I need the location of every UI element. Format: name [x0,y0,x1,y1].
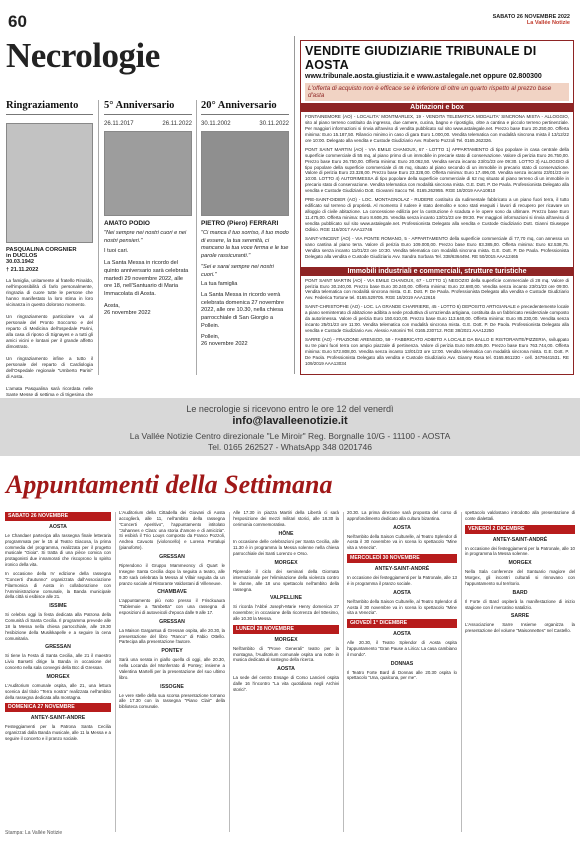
event-text: Festeggiamenti per la Patrona Santa Cecilia organizzati dalla Banda musicale, alle 11 la Messa e a seguire il concerto e il pranzo sociale. [5,724,111,741]
contact-deadline: Le necrologie si ricevono entro le ore 12 del venerdì [186,404,394,414]
town-heading: ANTEY-SAINT-ANDRE [30,715,86,722]
event-text: L'Auditorium della Cittadella dei Giovani di Aosta accoglierà, alle 11, nell'ambito della rassegna "Concerti Aperitivo", l'appuntamento intitolato "Johannes e Clara: una storia d'amore e di amicizia". Si esibirà il Trio Louys composto da Franco Pozzoli, Andrea Cavuoto (violoncello) e Lorena Portalupi (pianoforte). [119,510,225,551]
event-text: Nella Sala conferenze del Santuario magiore del Morgex, gli incontri culturali si rinnovano con l'appuntamento sul territorio. [465,569,575,586]
event-text: In occasione della IV edizione della rassegna "Concerti d'autunno" organizzata dall'Associazione Filarmonica di Aosta in collaborazione con l'Amministrazione comunale, la Banda municipale della città si esibisce alle 21. [5,570,111,600]
town-heading: AOSTA [393,631,411,638]
town-heading: GRESSAN [45,644,71,651]
memorial-quote: "Nei sempre nei nostri cuori e nei nostri pensieri." [104,230,187,244]
day-band: LUNEDÌ 28 NOVEMBRE [233,625,339,634]
obituary-heading: 20° Anniversario [201,100,289,115]
mass-text: La Santa Messa in ricordo del quinto anniversario sarà celebrata martedì 29 novembre 2022, alle ore 18, nell'Santuario di Maria Immacolata di Aosta. [104,260,189,298]
event-text: Si ricorda l'Abbé Joseph-Marie Henry domenica 27 novembre; in occasione della ricorrenza del 50esimo, alle 10.30 la Messa. [233,604,339,622]
anniversary-dates [201,121,289,127]
town-heading: HÔNE [278,530,294,537]
appointments-title: Appuntamenti della Settimana [6,470,333,499]
event-text: 20.30. La prima direzione sarà proposta del corso di approfondimento dedicato alla cultura bizantina. [347,510,457,521]
event-text: Riprende il ciclo dei seminari della Giornata internazionale per l'eliminazione della violenza contro le donne, alle 18 uno spettacolo nell'ambito della rassegna. [233,568,339,592]
place-date: Pollein, 26 novembre 2022 [201,333,248,348]
event-text: L'Associazione Sarre Insieme organizza la presentazione del volume "Maisonnettes" nel Castello. [465,622,575,634]
appointments-column-3 [233,510,339,696]
event-text: Le vere stelle della sua scorsa presentazione tornano alle 17.30 con la rassegna "Piano Clair" della biblioteca comunale. [119,692,225,710]
event-text: spettacolo valdostano introdotto alla presentazione di conte dialettali. [465,510,575,521]
town-heading: VALPELLINE [270,595,302,602]
banner-houses: Abitazioni e box [301,103,573,112]
column-divider [115,512,116,832]
mass-text: La Santa Messa in ricordo verrà celebrata domenica 27 novembre 2022, alle ore 10.30, nella chiesa parrocchiale di San Giorgio a Pollein. [201,292,285,329]
column-divider [229,512,230,832]
event-text: L'appuntamento più noto presso il Frisckuaura "Tablemoie a Tambetta" con una rassegna di esposizioni di autoveicoli d'epoca dalle 9 alle 17. [119,598,225,615]
town-heading: CHAMBAVE [157,589,187,596]
event-text: In occasione delle celebrazioni per Santa Cecilia, alle 11.30 è in programma la Messa solenne nella chiesa parrocchiale dei Santi Lorenzo e Orso. [233,539,339,557]
event-text: Nell'ambito della Saison Culturelle, al Teatro Splendor di Aosta il 30 novembre va in scena lo spettacolo "Mine vita a Venezia". [347,598,457,616]
event-text: Nell'ambito di "Prove Generali" teatro per la montagna, l'Auditorium comunale ospita una notte in musica dedicata al sostegno della ricerca. [233,645,339,663]
town-heading: ANTEY-SAINT-ANDRÉ [492,536,548,543]
town-heading: ANTEY-SAINT-ANDRÉ [374,566,430,573]
contact-band [0,398,580,456]
event-text: In occasione dei festeggiamenti per la Patronale, alle 13 è in programma il pranzo sociale. [347,575,457,586]
publication-name: La Vallée Notizie [526,20,570,26]
anniversary-dates [104,121,192,127]
appointments-column-1 [5,510,111,745]
town-heading: AOSTA [393,524,411,531]
auction-listing: SARRE (AO) - FRAZIONE ARENSOD, 59 - FABBRICATO ADIBITO A LOCALE DA BALLO E RISTORANTE/PIZZERIA, sviluppato su tre piani fuori terra con ampio piazzale di pertinenza. Valore di perizia Euro 849.405,00. Prezzo base Euro 763.744,00. Offerta minima: Euro 572.808,00. Vendita senza incanto 13/01/23 ore 12:00. Vendita telematica con modalità sincrona mista. G.E. Dott. P. De Paola. Professionista Delegato alla vendita e Custode Giudiziario Avv. Gianny Rosa tel. 0165.861230 - cell. 3479441531. RE 109/2019 AAA13034 [305,337,569,366]
date-line: SABATO 26 NOVEMBRE 2022 [492,14,570,20]
memorial-quote-2: "Sei e sarai sempre nei nostri cuori." [201,263,274,278]
contact-email[interactable]: info@lavalleenotizie.it [232,415,348,427]
event-text: Le Chandaer partecipa alla rassegna finale letteraria programmata per le 15 al Teatro Giacosa, la prima commedia del programma, realizzata per il progetto musicale "Gioia". Si tratta di una pièce comica con protagonisti due innamorati che riscoprono lo spirito ironico della vita. [5,532,111,568]
event-text: Riprendono il Gruppo Mammeoncy di Quart le Insegne Santa Cecilia dopo la seguita a teatro, alle 9.30 sarà celebrata la Messa al Villair seguita da un pranzo sociale al Ristorante Valdostani di Villeneuve. [119,562,225,586]
portrait-photo [6,123,93,243]
town-heading: AOSTA [277,666,295,673]
day-band: GIOVEDÌ 1° DICEMBRE [347,619,457,628]
event-text: Nell'ambito della Saison Culturelle, al Teatro Splendor di Aosta il 30 novembre va in scena lo spettacolo "Mine vita a Venezia". [347,533,457,551]
column-divider [98,100,99,375]
obituary-text: La famiglia, unitamente al fratello Rinaldo, nell'impossibilità di farlo personalmente, ringrazia di cuore tutte le persone che hanno manifestato la loro stima in loro vicinanza in questo doloroso momento. Un ringraziamento particolare va al personale del Pronto Soccorso e del reparto di Medicina dell'ospedale Parini, alla casa di riposo di Signayes e a tutti gli amici vicini e lontani per il grande affetto dimostrato. Un ringraziamento infine a tutto il personale del reparto di Cardiologia dell'Ospedale regionale "Umberto Parini" di Aosta. L'amata Pasqualina sarà ricordata nelle Sante Messe di settima e di trigesima che [6,278,93,397]
event-text: Sarà una serata in giallo quella di oggi, alle 20.30, nella Locanda del Monferrato di Pontey; insieme a Valentina Martelli per la presentazione del suo ultimo libro. [119,657,225,680]
portrait-photo [201,131,289,216]
obituary-heading: Ringraziamento [6,100,93,115]
auction-listing: PRE-SAINT-DIDIER (AO) - LOC. MONTAGNOLAZ - RUDERE costituito da rudimentale fabbricato a un piano fuori terra, il tutto edificato sul terreno di proprietà. Al momento il rudere è stato demolito e sono stati eseguiti i lavori di recupero per ricavare un alloggio di civile abitazione. La concessione edilizia per la costruzione è scaduta e le opere sono da ultimare. Prezzo base Euro 11.475,00. Offerta minima: Euro 8.606,25. Vendita senza incanto 13/01/23 ore 09:30. Per maggiori informazioni si rinvia all'avviso di vendita pubblicato sul sito www.astalegale.net. Professionista Delegato alla vendita e Custode Giudiziario Dott. Gianni Giuseppe Odisio. RGE 116/2017 AAA12746 [305,197,569,232]
auction-listing: FONTAINEMORE (AO) - LOCALITA' MONTMARLEX, 19 - VENDITA TELEMATICA MODALITA' SINCRONA MISTA - ALLOGGIO, sito al piano terreno costituito da ingresso, due camere, cucina, bagno e ripostiglio, oltre a cantina e piccolo terreno pertinenziale. Per maggiori informazioni si rinvia all'avviso di vendita pubblicato sul sito www.astalegale.net. Prezzo base Euro 20.250,00. Offerta minima: Euro 15.187,50. Rilancio minimo in caso di gara Euro 1.000,00. Vendita telematica con modalità sincrona mista il 13/12/22 ore 10:00. Delegato alla vendita e Custode Giudiziario Avv. Roberto Pozzoli Tel. 0165.262326. [305,114,569,143]
footer-mark: Stampa: La Vallée Notizie [5,830,63,836]
auctions-notice: L'offerta di acquisto non è efficace se è inferiore di oltre un quarto rispetto al prezzo base d'asta [305,83,569,101]
section-title: Necrologie [6,36,160,75]
event-text: L'Auditorium comunale ospita, alle 21, una lettura scenica dal titolo "Terra nostra" realizzata nell'ambito della rassegna dedicata alla montagna. [5,682,111,700]
auction-listing: SAINT-CHRISTOPHE (AO) - LOC. LA GRANDE CHARRIERE, 45 - LOTTO 6) DEPOSITO ARTIGIANALE e precedentemente locale a piano seminterrato di abitazione adibita a sede produttiva di un'azienda artigiana, costituita da un fabbricato residenziale composto da autorimessa. Valore di perizia Euro 150.610,00. Prezzo base Euro 113.640,00. Offerta minima: Euro 85.230,00. Vendita senza incanto 25/01/23 ore 11:00. Vendita telematica con modalità sincrona mista. G.E. Dott. P. De Paola. Professionista Delegato alla vendita e Custode Giudiziario Avv. Alessio Antonini Tel. 0165.230712. RGE 38/2021 AAA12250 [305,304,569,334]
signature: La tua famiglia [201,281,238,288]
town-heading: AOSTA [393,589,411,596]
deceased-name: PIETRO (Piero) FERRARI [201,220,279,227]
town-heading: DONNAS [390,660,414,667]
town-heading: ISSOGNE [160,683,184,690]
deceased-name: PASQUALINA CORGNIER in DUCLOS [6,247,77,259]
obituary-quinto [104,100,192,390]
day-band: DOMENICA 27 NOVEMBRE [5,703,111,712]
day-band: SABATO 26 NOVEMBRE [5,512,111,521]
event-text: In occasione dei festeggiamenti per la Patronale, alle 10 in programma la Messa solenne. [465,545,575,557]
column-divider [196,100,197,375]
town-heading: SARRE [510,613,530,620]
memorial-quote: "Ci manca il tuo sorriso, il tuo modo di essere, la tua serenità, ci mancano la tua voce ferma e le tue parole rassicuranti." [201,230,289,260]
event-text: Alle 17.30 in piazza Martiri della Libertà ci sarà l'esposizione dei mezzi militari storici, alle 18.30 la cerimonia commemorativa. [233,510,339,527]
obituary-heading: 5° Anniversario [104,100,192,115]
event-text: Si tiene la Festa di Santa Cecilia, alle 21 il maestro Livio Barsetti dirige la Banda in occasione del concerto nella sala convegni della Bcc di Gressan. [5,653,111,671]
auctions-websites: www.tribunale.aosta.giustizia.it e www.astalegale.net oppure 02.800300 [305,73,542,80]
auction-listing: PONT SAINT MARTIN (AO) - VIA EMILE CHANOUX, 67 - LOTTO 1) NEGOZIO della superficie commerciale di 28 mq. Valore di perizia Euro 30.240,00. Prezzo base Euro 30.240,00. Offerta minima: Euro 22.680,00. Vendita senza incanto 23/01/23 ore 09:00. Vendita telematica con modalità sincrona mista. G.E. Dott. P. De Paola. Professionista Delegato alla vendita e Custode Giudiziario Avv. Federica Tortone tel. 0165.529705. RGE 18/2019 AAA12616 [305,277,569,301]
contact-address: La Vallée Notizie Centro direzionale "Le Miroir" Reg. Borgnalle 10/G - 11100 - AOSTA [129,431,451,441]
event-text: La Maison Gargantua di Gressan ospita, alle 20.30, la presentazione del libro "Ranco" di Fabio Ottello. Partecipa alla presentazione l'autore. [119,627,225,645]
town-heading: MORGEX [274,636,298,643]
deceased-name: AMATO PODIO [104,220,150,227]
town-heading: BARD [512,589,528,596]
contact-line-1 [0,404,580,414]
contact-phones: Tel. 0165 262527 - WhatsApp 348 0201746 [208,442,372,452]
day-band: MERCOLEDÌ 30 NOVEMBRE [347,554,457,563]
appointments-column-5 [465,510,575,637]
auction-listings-industrial [301,276,573,372]
auction-listings-houses [301,112,573,265]
obituary-ventesimo [201,100,289,390]
appointments-column-4 [347,510,457,684]
page-number: 60 [8,12,27,31]
banner-industrial: Immobili industriali e commerciali, strutture turistiche [301,267,573,276]
signature: I tuoi cari. [104,248,129,255]
event-text: Si celebra oggi la festa dedicata alla Patrona della Comunità di Santa Cecilia. Il programma prevede alle 18 la Messa nella chiesa parrocchiale, alle 19.30 l'esibizione della Musikkapelle e a seguire la cena comunitaria. [5,612,111,641]
life-dates: 30.03.1942 † 21.11.2022 [6,259,39,273]
obituary-ringraziamento [6,100,93,397]
event-text: Alle 20.30, il Teatro Splendor di Aosta ospita l'appuntamento "Gran Pause a Lirica: La casa cambiano il mondo". [347,640,457,657]
date-from: 30.11.2002 [201,121,231,127]
town-heading: GRESSAN [159,618,185,625]
town-heading: GRESSAN [159,554,185,561]
place-date: Aosta, 26 novembre 2022 [104,302,151,317]
day-band: VENERDÌ 2 DICEMBRE [465,525,575,534]
column-divider [343,512,344,832]
date-to: 26.11.2022 [162,121,192,127]
town-heading: AOSTA [49,523,67,530]
court-auctions-box [300,40,574,375]
town-heading: MORGEX [508,560,532,567]
date-to: 30.11.2022 [259,121,289,127]
event-text: Il Teatro Forte Bard di Donnas alle 20.30 ospita lo spettacolo "Una, qualcuna, per me". [347,669,457,681]
auctions-title: VENDITE GIUDIZIARIE TRIBUNALE DI AOSTA [305,44,537,72]
date-from: 26.11.2017 [104,121,134,127]
town-heading: PONTEY [161,648,183,655]
divider [294,36,295,374]
event-text: Il Forte di Bard ospiterà la manifestazione di inizio stagione con il mercatino natalizio. [465,598,575,610]
date-publication [493,14,570,26]
appointments-column-2 [119,510,225,713]
portrait-photo [104,131,192,216]
event-text: La sede del centro Ensage di Corso Lancieri ospita dalle 16 l'incontro "La vita quotidiana negli Archivi storici". [233,675,339,692]
auction-listing: SAINT-VINCENT (AO) - VIA PONTE ROMANO, 5 - APPARTAMENTO della superficie commerciale di 77,70 mq, con annesso un vano cantina al piano terra. Valore di perizia Euro 109.000,00. Prezzo base Euro 83.385,00. Offerta minima: Euro 62.538,75. Vendita senza incanto 11/01/23 ore 10:30. Vendita telematica con modalità sincrona mista. G.E. Dott. P. De Paola. Professionista Delegato alla vendita e Custode Giudiziario Avv. Sandra Sorbara Tel. 338/6364494. RE 50/2015 AAA12465 [305,235,569,259]
town-heading: MORGEX [274,560,298,567]
column-divider [461,512,462,832]
auction-listing: PONT SAINT MARTIN (AO) - VIA EMILE CHANOUX, 67 - LOTTO 1) APPARTAMENTO di tipo popolare in casa centrale della superficie commerciale di 55 mq, al piano primo di un immobile in precarie stato di conservazione. Valore di perizia Euro 26.750,00. Prezzo base Euro 26.750,00. Offerta minima: Euro 20.062,50. Vendita senza incanto 23/01/23 ore 09:30. LOTTO 3) ALLOGGIO di tipo popolare della superficie commerciale di 46 mq, situato al piano secondo di un immobile in precario stato di conservazione. Valore di perizia Euro 23.328,00. Prezzo base Euro 23.328,00. Offerta minima: Euro 17.496,00. Vendita senza incanto 23/01/23 ore 10:00. LOTTO 4) AUTORIMESSA di tipo popolare della superficie commerciale di 62 mq situato al piano terreno di un immobile in precario stato di conservazione. Vendita telematica con modalità sincrona mista. G.E. Dott. P. De Paola. Professionista Delegato alla vendita e Custode Giudiziario Dott. Giovanni Sacco Tel. 0165.262955. RGE 18/2019 AAA10810 [305,146,569,194]
town-heading: ISSIME [49,603,67,610]
town-heading: MORGEX [46,673,70,680]
